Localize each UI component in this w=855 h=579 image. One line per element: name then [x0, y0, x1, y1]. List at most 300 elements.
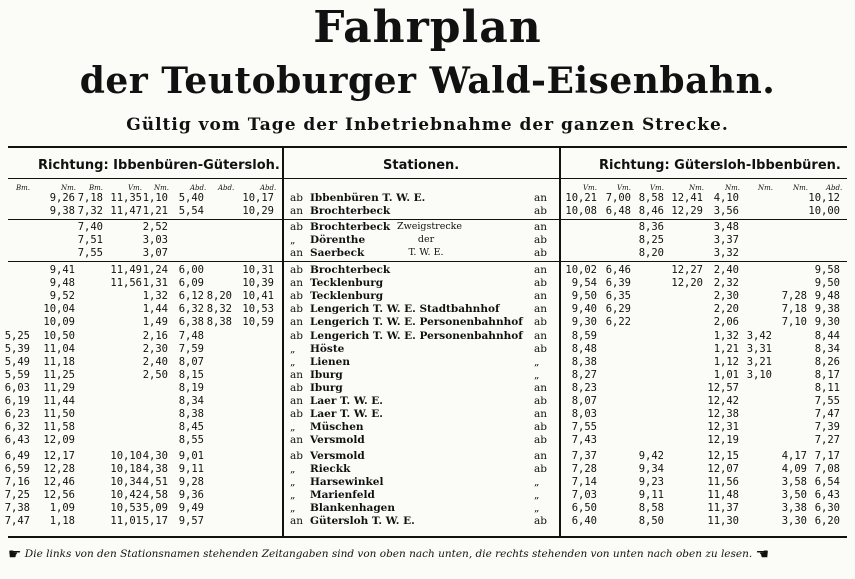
right-time-cell: 9,50: [814, 277, 840, 289]
right-col-header: Abd.: [826, 184, 843, 192]
arrival-departure-flag: ab: [534, 515, 547, 527]
right-time-cell: 9,34: [638, 463, 664, 475]
right-time-cell: 6,30: [814, 502, 840, 514]
departure-arrival-flag: an: [290, 277, 304, 289]
right-time-cell: 4,09: [781, 463, 807, 475]
right-col-header: Nm.: [758, 184, 773, 192]
right-col-header: Nm.: [689, 184, 704, 192]
right-time-cell: 2,32: [713, 277, 739, 289]
left-time-cell: 1,10: [142, 192, 168, 204]
right-time-cell: 3,38: [781, 502, 807, 514]
right-time-cell: 3,42: [746, 330, 772, 342]
departure-arrival-flag: „: [290, 356, 296, 368]
branch-note: [397, 220, 463, 259]
right-time-cell: 6,48: [605, 205, 631, 217]
page-subtitle: der Teutoburger Wald-Eisenbahn.: [79, 60, 776, 102]
right-time-cell: 6,46: [605, 264, 631, 276]
left-time-cell: 10,29: [242, 205, 274, 217]
left-time-cell: 11,04: [43, 343, 75, 355]
right-time-cell: 1,01: [713, 369, 739, 381]
left-time-cell: 10,59: [242, 316, 274, 328]
right-time-cell: 12,42: [707, 395, 739, 407]
arrival-departure-flag: ab: [534, 395, 547, 407]
left-time-cell: 10,10: [110, 450, 142, 462]
left-divider: [282, 148, 284, 536]
left-time-cell: 4,38: [142, 463, 168, 475]
left-time-cell: 2,50: [142, 369, 168, 381]
departure-arrival-flag: „: [290, 463, 296, 475]
left-time-cell: 8,07: [178, 356, 204, 368]
arrival-departure-flag: an: [534, 450, 548, 462]
left-time-cell: 11,35: [110, 192, 142, 204]
page-title: Fahrplan: [313, 2, 542, 53]
left-direction-header: Richtung: Ibbenbüren-Gütersloh.: [38, 158, 280, 173]
right-time-cell: 7,28: [571, 463, 597, 475]
left-time-cell: 2,30: [142, 343, 168, 355]
departure-arrival-flag: an: [290, 395, 304, 407]
right-time-cell: 6,40: [571, 515, 597, 527]
right-time-cell: 9,38: [814, 303, 840, 315]
right-time-cell: 6,54: [814, 476, 840, 488]
station-name: Müschen: [310, 421, 364, 433]
left-time-cell: 9,26: [49, 192, 75, 204]
right-time-cell: 8,50: [638, 515, 664, 527]
departure-arrival-flag: „: [290, 234, 296, 246]
station-name: Brochterbeck: [310, 205, 391, 217]
right-col-header: Nm.: [793, 184, 808, 192]
left-time-cell: 7,51: [77, 234, 103, 246]
left-col-header: Abd.: [218, 184, 235, 192]
right-col-header: Vm.: [617, 184, 631, 192]
right-time-cell: 8,11: [814, 382, 840, 394]
left-time-cell: 7,38: [4, 502, 30, 514]
right-time-cell: 8,26: [814, 356, 840, 368]
left-time-cell: 8,45: [178, 421, 204, 433]
left-col-header: Vm.: [128, 184, 142, 192]
arrival-departure-flag: an: [534, 264, 548, 276]
right-time-cell: 8,03: [571, 408, 597, 420]
left-time-cell: 1,18: [49, 515, 75, 527]
right-direction-header: Richtung: Gütersloh-Ibbenbüren.: [599, 158, 841, 173]
left-time-cell: 6,00: [178, 264, 204, 276]
right-time-cell: 8,17: [814, 369, 840, 381]
station-name: Höste: [310, 343, 345, 355]
left-time-cell: 12,46: [43, 476, 75, 488]
station-name: Iburg: [310, 382, 343, 394]
right-time-cell: 11,30: [707, 515, 739, 527]
right-time-cell: 3,30: [781, 515, 807, 527]
right-time-cell: 8,59: [571, 330, 597, 342]
right-time-cell: 10,02: [565, 264, 597, 276]
departure-arrival-flag: „: [290, 502, 296, 514]
station-name: Saerbeck: [310, 247, 365, 259]
right-time-cell: 7,08: [814, 463, 840, 475]
left-time-cell: 7,16: [4, 476, 30, 488]
departure-arrival-flag: „: [290, 476, 296, 488]
right-time-cell: 9,30: [571, 316, 597, 328]
departure-arrival-flag: „: [290, 489, 296, 501]
right-time-cell: 9,48: [814, 290, 840, 302]
left-time-cell: 8,38: [178, 408, 204, 420]
left-time-cell: 6,43: [4, 434, 30, 446]
right-time-cell: 2,06: [713, 316, 739, 328]
right-time-cell: 11,56: [707, 476, 739, 488]
left-time-cell: 11,50: [43, 408, 75, 420]
right-time-cell: 8,58: [638, 192, 664, 204]
left-time-cell: 4,58: [142, 489, 168, 501]
left-time-cell: 6,03: [4, 382, 30, 394]
station-name: Tecklenburg: [310, 277, 384, 289]
left-time-cell: 9,01: [178, 450, 204, 462]
right-time-cell: 7,03: [571, 489, 597, 501]
right-time-cell: 2,30: [713, 290, 739, 302]
left-time-cell: 8,32: [206, 303, 232, 315]
station-name: Harsewinkel: [310, 476, 384, 488]
left-time-cell: 12,17: [43, 450, 75, 462]
validity-note: Gültig vom Tage der Inbetriebnahme der ganzen Strecke.: [126, 115, 729, 135]
left-col-header: Nm.: [154, 184, 169, 192]
left-time-cell: 8,34: [178, 395, 204, 407]
right-time-cell: 3,48: [713, 221, 739, 233]
left-time-cell: 8,55: [178, 434, 204, 446]
right-time-cell: 6,35: [605, 290, 631, 302]
station-name: Iburg: [310, 369, 343, 381]
left-time-cell: 1,32: [142, 290, 168, 302]
left-time-cell: 7,32: [77, 205, 103, 217]
left-time-cell: 7,47: [4, 515, 30, 527]
station-name: Gütersloh T. W. E.: [310, 515, 415, 527]
departure-arrival-flag: ab: [290, 290, 303, 302]
station-name: Versmold: [310, 434, 365, 446]
departure-arrival-flag: ab: [290, 264, 303, 276]
departure-arrival-flag: ab: [290, 192, 303, 204]
right-time-cell: 8,34: [814, 343, 840, 355]
left-time-cell: 8,38: [206, 316, 232, 328]
right-time-cell: 10,12: [808, 192, 840, 204]
right-time-cell: 7,47: [814, 408, 840, 420]
arrival-departure-flag: ab: [534, 316, 547, 328]
left-time-cell: 12,09: [43, 434, 75, 446]
left-time-cell: 1,24: [142, 264, 168, 276]
arrival-departure-flag: ab: [534, 343, 547, 355]
departure-arrival-flag: an: [290, 434, 304, 446]
branch-bottom-rule: [8, 261, 847, 262]
left-time-cell: 10,18: [110, 463, 142, 475]
right-time-cell: 9,23: [638, 476, 664, 488]
departure-arrival-flag: „: [290, 421, 296, 433]
left-time-cell: 9,38: [49, 205, 75, 217]
left-time-cell: 6,19: [4, 395, 30, 407]
right-time-cell: 7,10: [781, 316, 807, 328]
left-time-cell: 2,16: [142, 330, 168, 342]
arrival-departure-flag: an: [534, 290, 548, 302]
right-time-cell: 9,42: [638, 450, 664, 462]
left-time-cell: 11,49: [110, 264, 142, 276]
right-time-cell: 12,38: [707, 408, 739, 420]
left-time-cell: 10,17: [242, 192, 274, 204]
station-name: Laer T. W. E.: [310, 408, 383, 420]
right-time-cell: 8,58: [638, 502, 664, 514]
left-time-cell: 1,21: [142, 205, 168, 217]
right-time-cell: 1,21: [713, 343, 739, 355]
arrival-departure-flag: ab: [534, 463, 547, 475]
right-time-cell: 3,21: [746, 356, 772, 368]
right-time-cell: 3,32: [713, 247, 739, 259]
arrival-departure-flag: „: [534, 369, 540, 381]
left-time-cell: 10,39: [242, 277, 274, 289]
arrival-departure-flag: ab: [534, 434, 547, 446]
left-time-cell: 9,52: [49, 290, 75, 302]
left-col-header: Abd.: [190, 184, 207, 192]
right-time-cell: 9,50: [571, 290, 597, 302]
right-time-cell: 8,07: [571, 395, 597, 407]
arrival-departure-flag: „: [534, 502, 540, 514]
left-time-cell: 9,49: [178, 502, 204, 514]
station-name: Tecklenburg: [310, 290, 384, 302]
right-time-cell: 7,18: [781, 303, 807, 315]
right-time-cell: 8,38: [571, 356, 597, 368]
right-time-cell: 7,00: [605, 192, 631, 204]
left-time-cell: 7,25: [4, 489, 30, 501]
right-time-cell: 3,58: [781, 476, 807, 488]
right-time-cell: 10,21: [565, 192, 597, 204]
branch-note-line: der: [417, 234, 435, 245]
right-time-cell: 3,10: [746, 369, 772, 381]
left-col-header: Bm.: [89, 184, 104, 192]
departure-arrival-flag: ab: [290, 330, 303, 342]
left-time-cell: 10,31: [242, 264, 274, 276]
right-time-cell: 2,20: [713, 303, 739, 315]
right-time-cell: 12,27: [671, 264, 703, 276]
arrival-departure-flag: „: [534, 489, 540, 501]
left-time-cell: 2,40: [142, 356, 168, 368]
right-time-cell: 12,19: [707, 434, 739, 446]
departure-arrival-flag: an: [290, 515, 304, 527]
left-time-cell: 1,09: [49, 502, 75, 514]
left-time-cell: 8,15: [178, 369, 204, 381]
departure-arrival-flag: an: [290, 316, 304, 328]
right-time-cell: 10,08: [565, 205, 597, 217]
station-name: Marienfeld: [310, 489, 375, 501]
right-time-cell: 6,39: [605, 277, 631, 289]
arrival-departure-flag: an: [534, 192, 548, 204]
right-time-cell: 3,31: [746, 343, 772, 355]
left-time-cell: 5,54: [178, 205, 204, 217]
departure-arrival-flag: ab: [290, 221, 303, 233]
right-time-cell: 4,10: [713, 192, 739, 204]
left-time-cell: 10,04: [43, 303, 75, 315]
right-time-cell: 1,32: [713, 330, 739, 342]
arrival-departure-flag: ab: [534, 247, 547, 259]
left-time-cell: 7,40: [77, 221, 103, 233]
arrival-departure-flag: „: [534, 476, 540, 488]
branch-note-line: Zweigstrecke: [397, 221, 463, 232]
left-col-header: Bm.: [16, 184, 31, 192]
left-time-cell: 8,19: [178, 382, 204, 394]
left-time-cell: 10,34: [110, 476, 142, 488]
footnote-text: Die links von den Stationsnamen stehenden Zeitangaben sind von oben nach unten, die rechts stehenden von unten nach oben zu lesen.: [24, 548, 753, 560]
right-time-cell: 9,40: [571, 303, 597, 315]
right-col-header: Vm.: [583, 184, 597, 192]
left-time-cell: 5,17: [142, 515, 168, 527]
right-time-cell: 12,57: [707, 382, 739, 394]
station-name: Lengerich T. W. E. Personenbahnhof: [310, 330, 523, 342]
right-time-cell: 9,11: [638, 489, 664, 501]
header-rule: [8, 178, 847, 179]
left-time-cell: 4,30: [142, 450, 168, 462]
right-time-cell: 11,48: [707, 489, 739, 501]
arrival-departure-flag: ab: [534, 421, 547, 433]
left-time-cell: 11,44: [43, 395, 75, 407]
footnote: [8, 545, 847, 563]
left-time-cell: 12,56: [43, 489, 75, 501]
station-name: Versmold: [310, 450, 365, 462]
arrival-departure-flag: an: [534, 303, 548, 315]
left-time-cell: 4,51: [142, 476, 168, 488]
right-time-cell: 3,37: [713, 234, 739, 246]
departure-arrival-flag: „: [290, 343, 296, 355]
left-time-cell: 6,38: [178, 316, 204, 328]
pointing-hand-left-icon: ☚: [755, 545, 770, 563]
left-time-cell: 5,39: [4, 343, 30, 355]
right-time-cell: 6,22: [605, 316, 631, 328]
stations-header: Stationen.: [383, 158, 460, 173]
right-time-cell: 6,29: [605, 303, 631, 315]
arrival-departure-flag: ab: [534, 234, 547, 246]
right-time-cell: 8,20: [638, 247, 664, 259]
station-name: Brochterbeck: [310, 264, 391, 276]
station-name: Blankenhagen: [310, 502, 395, 514]
station-name: Lienen: [310, 356, 351, 368]
departure-arrival-flag: ab: [290, 382, 303, 394]
left-time-cell: 9,28: [178, 476, 204, 488]
left-time-cell: 11,18: [43, 356, 75, 368]
right-time-cell: 7,55: [814, 395, 840, 407]
departure-arrival-flag: an: [290, 205, 304, 217]
departure-arrival-flag: ab: [290, 450, 303, 462]
departure-arrival-flag: an: [290, 247, 304, 259]
left-time-cell: 5,25: [4, 330, 30, 342]
right-time-cell: 12,20: [671, 277, 703, 289]
right-time-cell: 12,15: [707, 450, 739, 462]
station-name: Lengerich T. W. E. Stadtbahnhof: [310, 303, 500, 315]
left-time-cell: 7,59: [178, 343, 204, 355]
right-time-cell: 8,44: [814, 330, 840, 342]
right-time-cell: 8,36: [638, 221, 664, 233]
station-name: Dörenthe: [310, 234, 366, 246]
arrival-departure-flag: an: [534, 382, 548, 394]
departure-arrival-flag: ab: [290, 303, 303, 315]
right-time-cell: 8,23: [571, 382, 597, 394]
right-time-cell: 6,43: [814, 489, 840, 501]
right-time-cell: 9,30: [814, 316, 840, 328]
right-time-cell: 8,27: [571, 369, 597, 381]
right-time-cell: 9,54: [571, 277, 597, 289]
left-time-cell: 5,59: [4, 369, 30, 381]
departure-arrival-flag: an: [290, 369, 304, 381]
right-time-cell: 6,50: [571, 502, 597, 514]
left-time-cell: 8,20: [206, 290, 232, 302]
right-time-cell: 9,58: [814, 264, 840, 276]
right-time-cell: 7,39: [814, 421, 840, 433]
right-time-cell: 7,28: [781, 290, 807, 302]
left-time-cell: 12,28: [43, 463, 75, 475]
left-time-cell: 1,44: [142, 303, 168, 315]
left-time-cell: 7,55: [77, 247, 103, 259]
left-time-cell: 10,53: [242, 303, 274, 315]
station-name: Brochterbeck: [310, 221, 391, 233]
left-time-cell: 6,32: [4, 421, 30, 433]
arrival-departure-flag: an: [534, 330, 548, 342]
left-time-cell: 11,25: [43, 369, 75, 381]
left-time-cell: 10,42: [110, 489, 142, 501]
left-time-cell: 10,53: [110, 502, 142, 514]
left-time-cell: 6,12: [178, 290, 204, 302]
left-time-cell: 6,09: [178, 277, 204, 289]
left-time-cell: 9,57: [178, 515, 204, 527]
right-time-cell: 12,41: [671, 192, 703, 204]
arrival-departure-flag: an: [534, 408, 548, 420]
left-time-cell: 9,41: [49, 264, 75, 276]
right-time-cell: 10,00: [808, 205, 840, 217]
left-time-cell: 10,09: [43, 316, 75, 328]
left-time-cell: 11,47: [110, 205, 142, 217]
left-time-cell: 3,07: [142, 247, 168, 259]
left-time-cell: 11,56: [110, 277, 142, 289]
left-time-cell: 5,49: [4, 356, 30, 368]
pointing-hand-right-icon: ☛: [8, 545, 22, 563]
right-time-cell: 8,48: [571, 343, 597, 355]
left-time-cell: 10,50: [43, 330, 75, 342]
left-time-cell: 11,01: [110, 515, 142, 527]
right-time-cell: 6,20: [814, 515, 840, 527]
left-time-cell: 6,59: [4, 463, 30, 475]
branch-note-line: T. W. E.: [408, 247, 444, 258]
left-time-cell: 7,18: [77, 192, 103, 204]
right-time-cell: 12,07: [707, 463, 739, 475]
arrival-departure-flag: ab: [534, 277, 547, 289]
right-time-cell: 8,46: [638, 205, 664, 217]
right-time-cell: 12,31: [707, 421, 739, 433]
left-time-cell: 3,03: [142, 234, 168, 246]
right-time-cell: 7,27: [814, 434, 840, 446]
right-divider: [559, 148, 561, 536]
right-time-cell: 3,50: [781, 489, 807, 501]
right-time-cell: 7,43: [571, 434, 597, 446]
left-time-cell: 2,52: [142, 221, 168, 233]
left-time-cell: 11,58: [43, 421, 75, 433]
left-time-cell: 9,36: [178, 489, 204, 501]
right-time-cell: 7,37: [571, 450, 597, 462]
right-col-header: Nm.: [725, 184, 740, 192]
arrival-departure-flag: „: [534, 356, 540, 368]
arrival-departure-flag: an: [534, 221, 548, 233]
right-time-cell: 2,40: [713, 264, 739, 276]
right-time-cell: 3,56: [713, 205, 739, 217]
right-col-header: Vm.: [650, 184, 664, 192]
arrival-departure-flag: ab: [534, 205, 547, 217]
right-time-cell: 1,12: [713, 356, 739, 368]
station-name: Rieckk: [310, 463, 351, 475]
left-col-header: Nm.: [61, 184, 76, 192]
left-time-cell: 1,31: [142, 277, 168, 289]
station-name: Lengerich T. W. E. Personenbahnhof: [310, 316, 523, 328]
station-name: Ibbenbüren T. W. E.: [310, 192, 426, 204]
top-rule: [8, 146, 847, 148]
right-time-cell: 8,25: [638, 234, 664, 246]
left-time-cell: 5,09: [142, 502, 168, 514]
right-time-cell: 7,17: [814, 450, 840, 462]
